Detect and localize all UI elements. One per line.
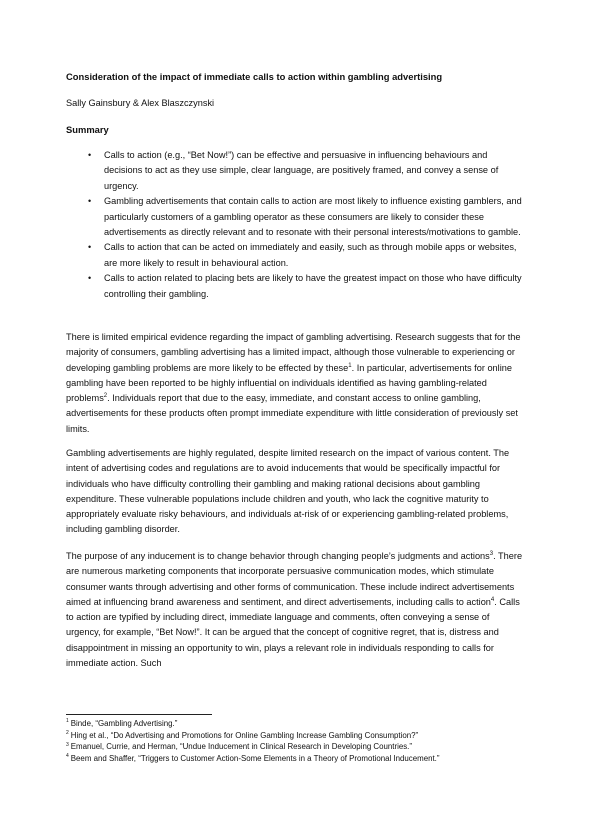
- document-title: Consideration of the impact of immediate calls to action within gambling advertising: [66, 71, 443, 82]
- footnote-item: [66, 718, 536, 730]
- footnote-text: Hing et al., “Do Advertising and Promotions for Online Gambling Increase Gambling Consumption?”: [70, 730, 419, 740]
- bullet-icon: •: [88, 273, 92, 284]
- summary-heading: Summary: [66, 124, 109, 135]
- footnote-number: 1: [66, 718, 69, 725]
- footnote-item: [66, 741, 536, 753]
- summary-bullet-text: Calls to action related to placing bets are likely to have the greatest impact on those who have difficulty controlling their gambling.: [104, 273, 522, 299]
- summary-bullet-text: Calls to action (e.g., “Bet Now!”) can be effective and persuasive in influencing behaviours and decisions to act as they use simple, clear language, are positively framed, and convey a sense of urgency.: [104, 150, 499, 191]
- body-paragraph-3: [66, 549, 524, 671]
- footnote-divider: [66, 714, 212, 715]
- bullet-icon: •: [88, 196, 92, 207]
- summary-bullet: [88, 148, 526, 194]
- footnote-item: [66, 753, 536, 765]
- paragraph-text: . There are numerous marketing components that incorporate persuasive communication modes, which stimulate consumer wants through advertising and other forms of communication. These include indirect advertisements aimed at influencing brand awareness and sentiment, and direct advertisements, including calls to action: [66, 551, 523, 607]
- footnote-ref-4[interactable]: 4: [490, 596, 495, 603]
- footnote-number: 2: [66, 729, 69, 736]
- footnote-item: [66, 730, 536, 742]
- body-paragraph-2: Gambling advertisements are highly regulated, despite limited research on the impact of various content. The intent of advertising codes and regulations are to avoid inducements that would be specifically impactful for individuals who have difficulty controlling their gambling and making rational decisions about gambling expenditure. These vulnerable populations include children and youth, who lack the cognitive maturity to appropriately evaluate risky behaviours, and individuals at-risk of or experiencing gambling-related problems, including gambling disorder.: [66, 448, 510, 535]
- summary-bullet-text: Calls to action that can be acted on immediately and easily, such as through mobile apps or websites, are more likely to result in behavioural action.: [104, 242, 517, 268]
- summary-bullet: [88, 194, 526, 240]
- bullet-icon: •: [88, 150, 92, 160]
- footnote-ref-1[interactable]: 1: [348, 362, 352, 369]
- footnote-text: Binde, “Gambling Advertising.”: [70, 719, 178, 728]
- summary-bullet-text: Gambling advertisements that contain calls to action are most likely to influence existing gamblers, and particularly customers of a gambling operator as these consumers are likely to consider these advertisements as directly relevant and to resonate with their personal interests/motivations to gamble.: [104, 196, 522, 238]
- paragraph-text: The purpose of any inducement is to change behavior through changing people’s judgments and actions: [66, 551, 490, 561]
- summary-bullet: [88, 271, 526, 302]
- document-authors: Sally Gainsbury & Alex Blaszczynski: [66, 98, 215, 108]
- footnote-text: Beem and Shaffer, “Triggers to Customer Action-Some Elements in a Theory of Promotional Inducement.”: [70, 753, 440, 763]
- body-paragraph-1: [66, 330, 524, 437]
- paragraph-text: . Calls to action are typified by including direct, immediate language and comments, often conveying a sense of urgency, for example, “Bet Now!”. It can be argued that the concept of cognitive regret, that is, distress and disappointment in missing an opportunity to win, plays a relevant role in individuals responding to calls for immediate action. Such: [66, 596, 520, 669]
- footnote-ref-3[interactable]: 3: [489, 550, 494, 557]
- paragraph-text: There is limited empirical evidence regarding the impact of gambling advertising. Research suggests that for the majority of consumers, gambling advertising has a limited impact, although those vulnerable to experiencing or developing gambling problems are more likely to be effected by these: [66, 332, 521, 373]
- footnote-number: 4: [66, 753, 69, 760]
- summary-bullet: [88, 240, 526, 271]
- summary-bullet-list: [88, 148, 526, 302]
- footnote-number: 3: [66, 741, 69, 748]
- bullet-icon: •: [88, 242, 92, 253]
- paragraph-text: . Individuals report that due to the easy, immediate, and constant access to online gambling, advertisements for these products often prompt immediate expenditure with little consideration of previously set limits.: [66, 393, 518, 434]
- footnote-text: Emanuel, Currie, and Herman, “Undue Inducement in Clinical Research in Developing Countries.”: [70, 742, 412, 752]
- paragraph-text: . In particular, advertisements for online gambling have been reported to be highly influential on individuals identified as having gambling-related problems: [66, 362, 512, 404]
- footnote-ref-2[interactable]: 2: [103, 393, 108, 400]
- footnote-list: [66, 718, 536, 764]
